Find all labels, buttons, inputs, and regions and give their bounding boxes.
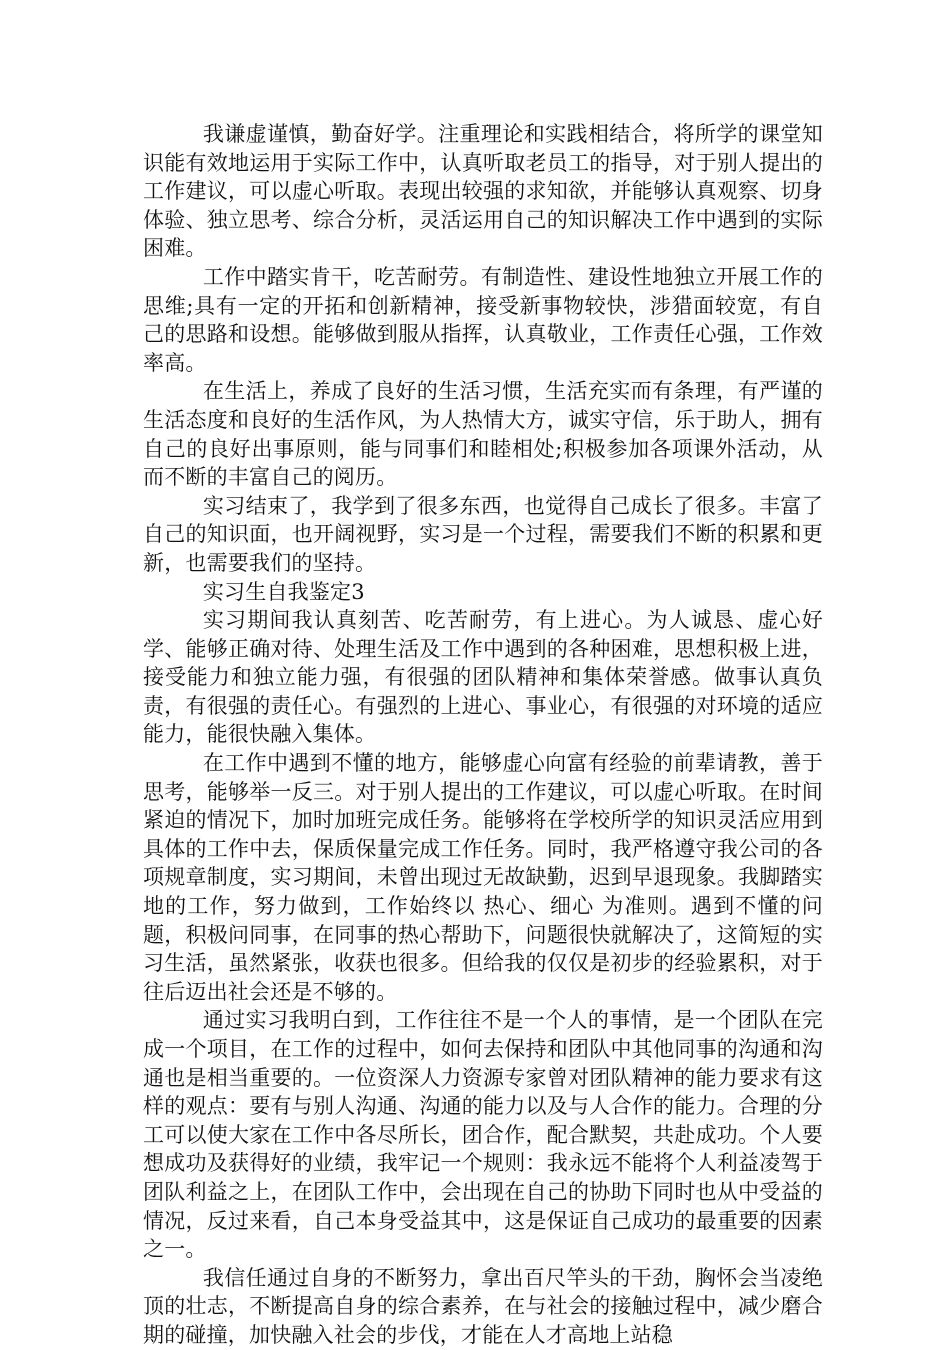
document-body [143,120,823,1350]
paragraph-4: 实习结束了，我学到了很多东西，也觉得自己成长了很多。丰富了自己的知识面，也开阔视野，实习是一个过程，需要我们不断的积累和更新，也需要我们的坚持。 [143,493,823,575]
paragraph-3: 在生活上，养成了良好的生活习惯，生活充实而有条理，有严谨的生活态度和良好的生活作风，为人热情大方，诚实守信，乐于助人，拥有自己的良好出事原则，能与同事们和睦相处;积极参加各项课外活动，从而不断的丰富自己的阅历。 [143,379,823,490]
paragraph-2: 工作中踏实肯干，吃苦耐劳。有制造性、建设性地独立开展工作的思维;具有一定的开拓和创新精神，接受新事物较快，涉猎面较宽，有自己的思路和设想。能够做到服从指挥，认真敬业，工作责任心强，工作效率高。 [143,264,823,375]
section-heading: 实习生自我鉴定3 [202,579,365,604]
paragraph-7: 通过实习我明白到，工作往往不是一个人的事情，是一个团队在完成一个项目，在工作的过程中，如何去保持和团队中其他同事的沟通和沟通也是相当重要的。一位资深人力资源专家曾对团队精神的能力要求有这样的观点：要有与别人沟通、沟通的能力以及与人合作的能力。合理的分工可以使大家在工作中各尽所长，团合作，配合默契，共赴成功。个人要想成功及获得好的业绩，我牢记一个规则：我永远不能将个人利益凌驾于团队利益之上，在团队工作中，会出现在自己的协助下同时也从中受益的情况，反过来看，自己本身受益其中，这是保证自己成功的最重要的因素之一。 [143,1008,823,1262]
paragraph-5: 实习期间我认真刻苦、吃苦耐劳，有上进心。为人诚恳、虚心好学、能够正确对待、处理生活及工作中遇到的各种困难，思想积极上进，接受能力和独立能力强，有很强的团队精神和集体荣誉感。做事认真负责，有很强的责任心。有强烈的上进心、事业心，有很强的对环境的适应能力，能很快融入集体。 [143,608,823,747]
paragraph-1: 我谦虚谨慎，勤奋好学。注重理论和实践相结合，将所学的课堂知识能有效地运用于实际工作中，认真听取老员工的指导，对于别人提出的工作建议，可以虚心听取。表现出较强的求知欲，并能够认真观察、切身体验、独立思考、综合分析，灵活运用自己的知识解决工作中遇到的实际困难。 [143,122,823,261]
paragraph-6: 在工作中遇到不懂的地方，能够虚心向富有经验的前辈请教，善于思考，能够举一反三。对于别人提出的工作建议，可以虚心听取。在时间紧迫的情况下，加时加班完成任务。能够将在学校所学的知识灵活应用到具体的工作中去，保质保量完成工作任务。同时，我严格遵守我公司的各项规章制度，实习期间，未曾出现过无故缺勤，迟到早退现象。我脚踏实地的工作，努力做到，工作始终以 热心、细心 为准则。遇到不懂的问题，积极问同事，在同事的热心帮助下，问题很快就解决了，这简短的实习生活，虽然紧张，收获也很多。但给我的仅仅是初步的经验累积，对于往后迈出社会还是不够的。 [143,751,823,1004]
paragraph-8: 我信任通过自身的不断努力，拿出百尺竿头的干劲，胸怀会当凌绝顶的壮志，不断提高自身的综合素养，在与社会的接触过程中，减少磨合期的碰撞，加快融入社会的步伐，才能在人才高地上站稳 [143,1265,823,1347]
